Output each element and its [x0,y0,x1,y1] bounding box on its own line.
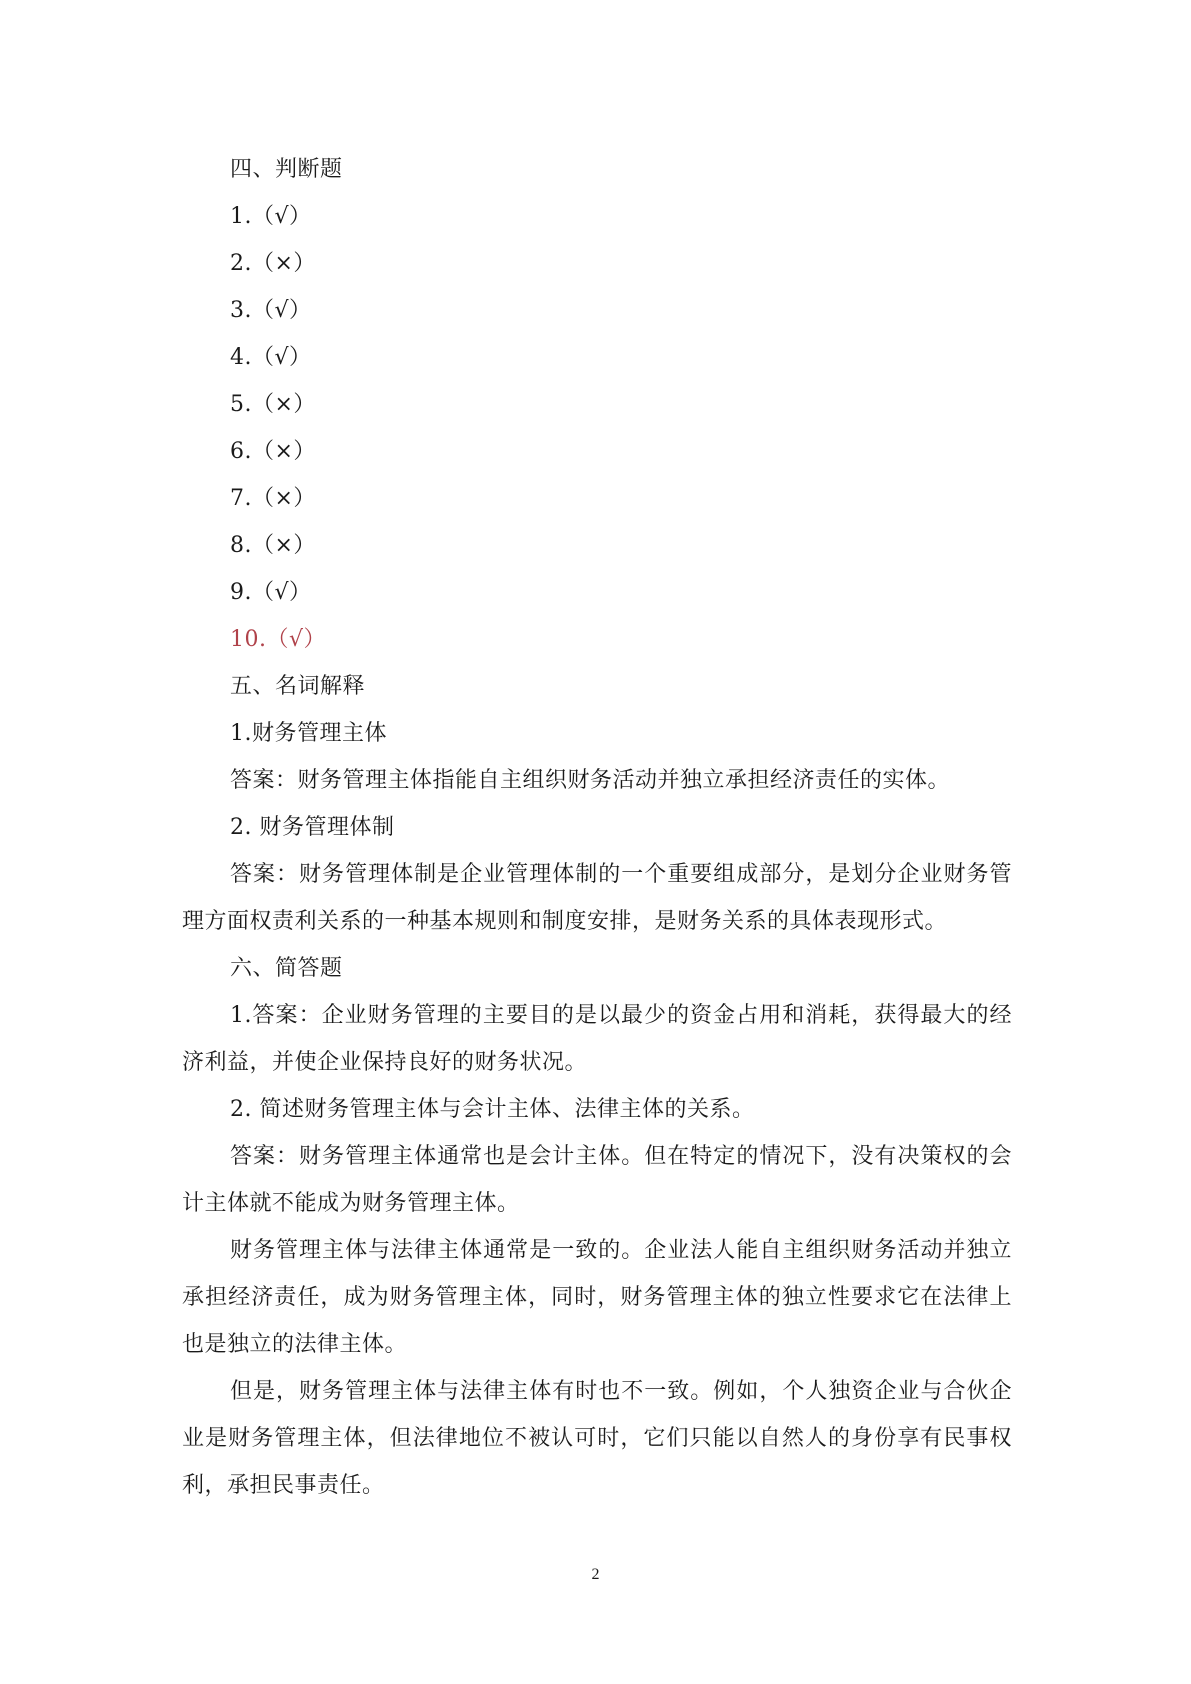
judgment-item-9: 9.（√） [230,580,312,605]
short-answer-2-paragraph-2: 财务管理主体与法律主体通常是一致的。企业法人能自主组织财务活动并独立承担经济责任，成为财务管理主体，同时，财务管理主体的独立性要求它在法律上也是独立的法律主体。 [182,1238,1012,1357]
page-number: 2 [591,1566,600,1583]
judgment-item-10: 10.（√） [230,627,327,652]
section-heading-short-answer: 六、简答题 [230,956,343,981]
judgment-item-7: 7.（×） [230,486,316,511]
term-answer-1: 答案：财务管理主体指能自主组织财务活动并独立承担经济责任的实体。 [230,768,951,793]
judgment-item-3: 3.（√） [230,298,312,323]
judgment-item-5: 5.（×） [230,392,316,417]
short-answer-1: 1.答案：企业财务管理的主要目的是以最少的资金占用和消耗，获得最大的经济利益，并使企业保持良好的财务状况。 [182,1003,1012,1075]
judgment-item-4: 4.（√） [230,345,312,370]
section-heading-terms: 五、名词解释 [230,674,366,699]
short-answer-2-paragraph-1: 答案：财务管理主体通常也是会计主体。但在特定的情况下，没有决策权的会计主体就不能成为财务管理主体。 [182,1144,1012,1216]
short-answer-2-paragraph-3: 但是，财务管理主体与法律主体有时也不一致。例如，个人独资企业与合伙企业是财务管理主体，但法律地位不被认可时，它们只能以自然人的身份享有民事权利，承担民事责任。 [182,1379,1012,1498]
judgment-item-6: 6.（×） [230,439,316,464]
page-content [182,146,1012,1509]
section-heading-judgment: 四、判断题 [230,157,343,182]
term-title-2: 2. 财务管理体制 [230,815,395,840]
judgment-item-1: 1.（√） [230,204,312,229]
short-question-2: 2. 简述财务管理主体与会计主体、法律主体的关系。 [230,1097,755,1122]
judgment-item-8: 8.（×） [230,533,316,558]
term-title-1: 1.财务管理主体 [230,721,387,746]
term-answer-2: 答案：财务管理体制是企业管理体制的一个重要组成部分，是划分企业财务管理方面权责利关系的一种基本规则和制度安排，是财务关系的具体表现形式。 [182,862,1012,934]
judgment-item-2: 2.（×） [230,251,316,276]
